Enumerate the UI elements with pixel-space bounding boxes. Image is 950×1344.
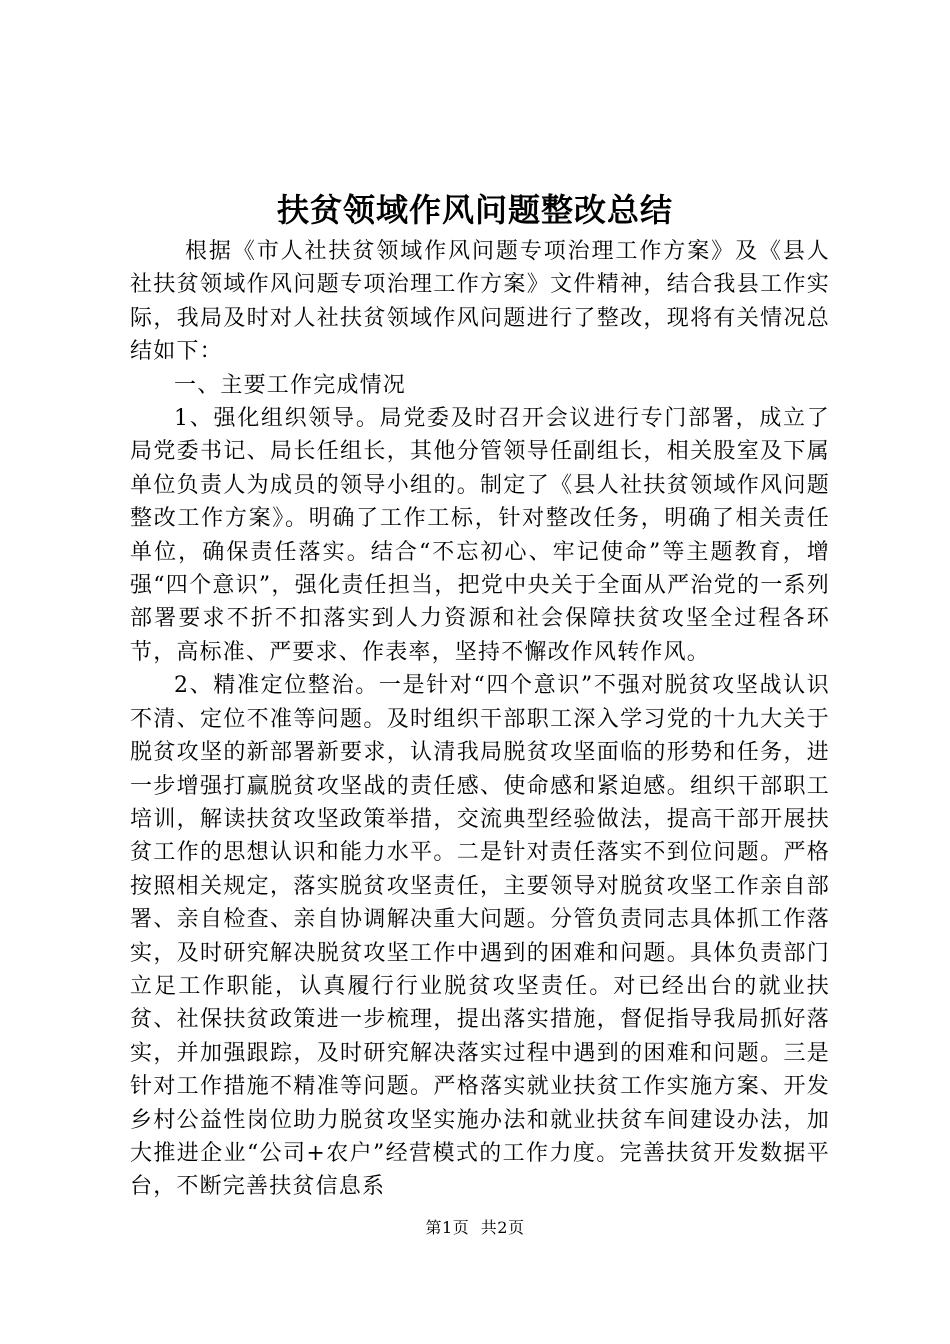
page-footer bbox=[0, 1216, 950, 1240]
page-number: 第1页 bbox=[425, 1218, 470, 1237]
paragraph-rectification: 2、精准定位整治。一是针对“四个意识”不强对脱贫攻坚战认识不清、定位不准等问题。及时组织干部职工深入学习党的十九大关于脱贫攻坚的新部署新要求，认清我局脱贫攻坚面临的形势和任务，进一步增强打赢脱贫攻坚战的责任感、使命感和紧迫感。组织干部职工培训，解读扶贫攻坚政策举措，交流典型经验做法，提高干部开展扶贫工作的思想认识和能力水平。二是针对责任落实不到位问题。严格按照相关规定，落实脱贫攻坚责任，主要领导对脱贫攻坚工作亲自部署、亲自检查、亲自协调解决重大问题。分管负责同志具体抓工作落实，及时研究解决脱贫攻坚工作中遇到的困难和问题。具体负责部门立足工作职能，认真履行行业脱贫攻坚责任。对已经出台的就业扶贫、社保扶贫政策进一步梳理，提出落实措施，督促指导我局抓好落实，并加强跟踪，及时研究解决落实过程中遇到的困难和问题。三是针对工作措施不精准等问题。严格落实就业扶贫工作实施方案、开发乡村公益性岗位助力脱贫攻坚实施办法和就业扶贫车间建设办法，加大推进企业“公司+农户”经营模式的工作力度。完善扶贫开发数据平台，不断完善扶贫信息系 bbox=[130, 673, 830, 1200]
document-body bbox=[130, 235, 830, 1204]
document-title: 扶贫领域作风问题整改总结 bbox=[276, 191, 673, 229]
paragraph-intro: 根据《市人社扶贫领域作风问题专项治理工作方案》及《县人社扶贫领域作风问题专项治理工作方案》文件精神，结合我县工作实际，我局及时对人社扶贫领域作风问题进行了整改，现将有关情况总结如下： bbox=[130, 239, 830, 365]
page-total: 共2页 bbox=[480, 1218, 525, 1237]
section-heading: 一、主要工作完成情况 bbox=[174, 372, 407, 398]
paragraph-organization: 1、强化组织领导。局党委及时召开会议进行专门部署，成立了局党委书记、局长任组长，其他分管领导任副组长，相关股室及下属单位负责人为成员的领导小组的。制定了《县人社扶贫领域作风问题整改工作方案》。明确了工作工标，针对整改任务，明确了相关责任单位，确保责任落实。结合“不忘初心、牢记使命”等主题教育，增强“四个意识”，强化责任担当，把党中央关于全面从严治党的一系列部署要求不折不扣落实到人力资源和社会保障扶贫攻坚全过程各环节，高标准、严要求、作表率，坚持不懈改作风转作风。 bbox=[130, 406, 830, 665]
